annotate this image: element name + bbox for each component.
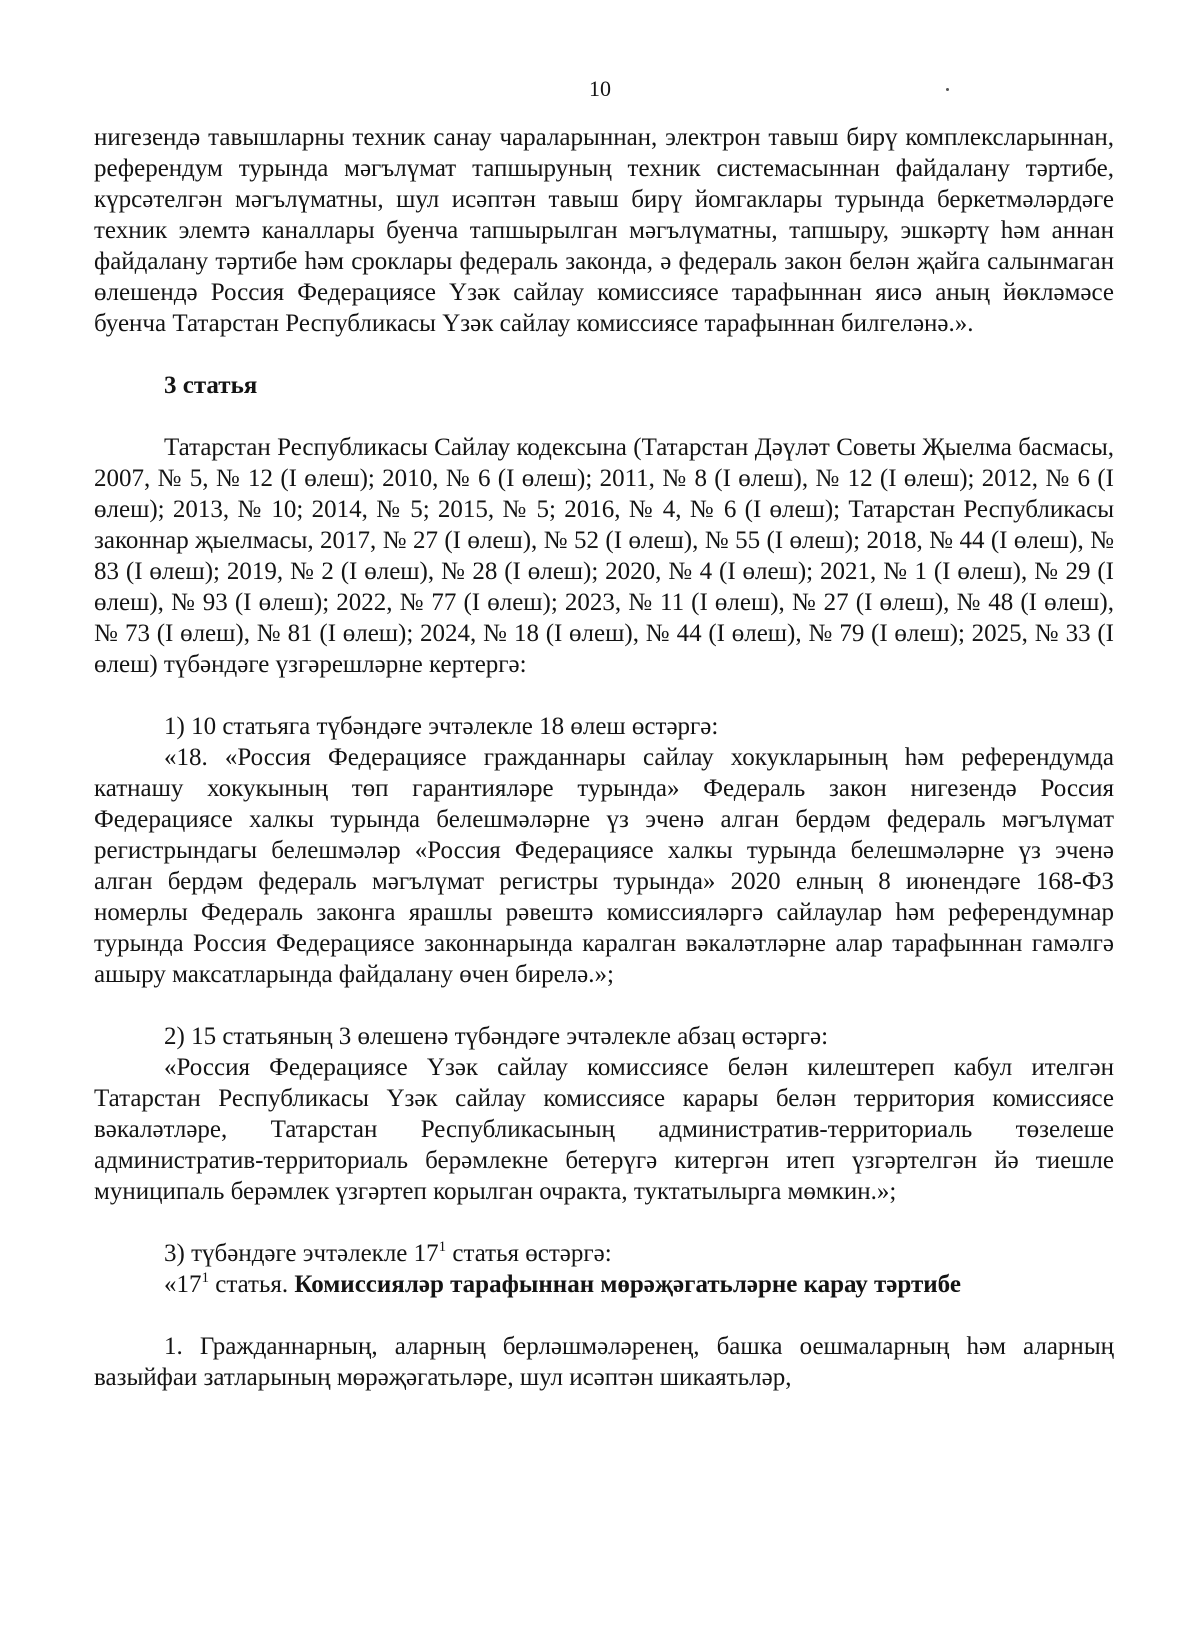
page-number: 10 (589, 76, 611, 101)
article-3-heading: 3 статья (164, 372, 258, 399)
article-17-1-paragraph-1: 1. Гражданнарның, аларның берләшмәләренең, башка оешмаларның һәм аларның вазыйфаи затларының мөрәҗәгатьләре, шул исәптән шикаятьләр, (94, 1333, 1114, 1391)
item-2-text: «Россия Федерациясе Үзәк сайлау комиссиясе белән килештереп кабул ителгән Татарстан Республикасы Үзәк сайлау комиссиясе карары белән территория комиссиясе вәкаләтләре, Татарстан Республикасының административ-территориаль төзелеше административ-территориаль берәмлекне бетерүгә китергән итеп үзгәртелгән йә тиешле муниципаль берәмлек үзгәртеп корылган очракта, туктатылырга мөмкин.»; (94, 1054, 1114, 1205)
article-17-1-superscript: 1 (201, 1270, 209, 1286)
item-3-intro (94, 1238, 1114, 1269)
article-17-1-label: статья. (209, 1271, 295, 1298)
item-3-intro-before: 3) түбәндәге эчтәлекле 17 (164, 1240, 439, 1267)
item-1-text: «18. «Россия Федерациясе гражданнары сайлау хокукларының һәм референдумда катнашу хокукының төп гарантияләре турында» Федераль закон нигезендә Россия Федерациясе халкы турында белешмәләрне үз эченә алган бердәм федераль мәгълүмат регистрындагы белешмәләр «Россия Федерациясе халкы турында белешмәләрне үз эченә алган бердәм федераль мәгълүмат регистры турында» 2020 елның 8 июнендәге 168-ФЗ номерлы Федераль законга ярашлы рәвештә комиссияләргә сайлаулар һәм референдумнар турында Россия Федерациясе законнарында каралган вәкаләтләрне алар тарафыннан гамәлгә ашыру максатларында файдалану өчен бирелә.»; (94, 744, 1114, 988)
item-1-intro: 1) 10 статьяга түбәндәге эчтәлекле 18 өлеш өстәргә: (164, 713, 719, 740)
article-3-text: Татарстан Республикасы Сайлау кодексына (Татарстан Дәүләт Советы Җыелма басмасы, 2007, № 5, № 12 (I өлеш); 2010, № 6 (I өлеш); 2011, № 8 (I өлеш), № 12 (I өлеш); 2012, № 6 (I өлеш); 2013, № 10; 2014, № 5; 2015, № 5; 2016, № 4, № 6 (I өлеш); Татарстан Республикасы законнар җыелмасы, 2017, № 27 (I өлеш), № 52 (I өлеш), № 55 (I өлеш); 2018, № 44 (I өлеш), № 83 (I өлеш); 2019, № 2 (I өлеш), № 28 (I өлеш); 2020, № 4 (I өлеш); 2021, № 1 (I өлеш), № 29 (I өлеш), № 93 (I өлеш); 2022, № 77 (I өлеш); 2023, № 11 (I өлеш), № 27 (I өлеш), № 48 (I өлеш), № 73 (I өлеш), № 81 (I өлеш); 2024, № 18 (I өлеш), № 44 (I өлеш), № 79 (I өлеш); 2025, № 33 (I өлеш) түбәндәге үзгәрешләрне кертергә: (94, 434, 1114, 678)
article-17-1-open: «17 (164, 1271, 202, 1298)
item-3-intro-after: статья өстәргә: (446, 1240, 612, 1267)
item-3-intro-superscript: 1 (438, 1239, 447, 1255)
article-17-1-heading (94, 1269, 1114, 1300)
item-2-intro: 2) 15 статьяның 3 өлешенә түбәндәге эчтәлекле абзац өстәргә: (164, 1023, 829, 1050)
scan-dot-mark (946, 88, 949, 91)
paragraph-continuation: нигезендә тавышларны техник санау чараларыннан, электрон тавыш бирү комплексларыннан, референдум турында мәгълүмат тапшыруның техник системасыннан файдалану тәртибе, күрсәтелгән мәгълүматны, шул исәптән тавыш бирү йомгаклары турында беркетмәләрдәге техник элемтә каналлары буенча тапшырылган мәгълүматны, тапшыру, эшкәртү һәм аннан файдалану тәртибе һәм сроклары федераль законда, ә федераль закон белән җайга салынмаган өлешендә Россия Федерациясе Үзәк сайлау комиссиясе тарафыннан яисә аның йөкләмәсе буенча Татарстан Республикасы Үзәк сайлау комиссиясе тарафыннан билгеләнә.». (94, 124, 1114, 337)
article-17-1-title: Комиссияләр тарафыннан мөрәҗәгатьләрне карау тәртибе (294, 1271, 961, 1298)
document-body (94, 122, 1114, 1393)
